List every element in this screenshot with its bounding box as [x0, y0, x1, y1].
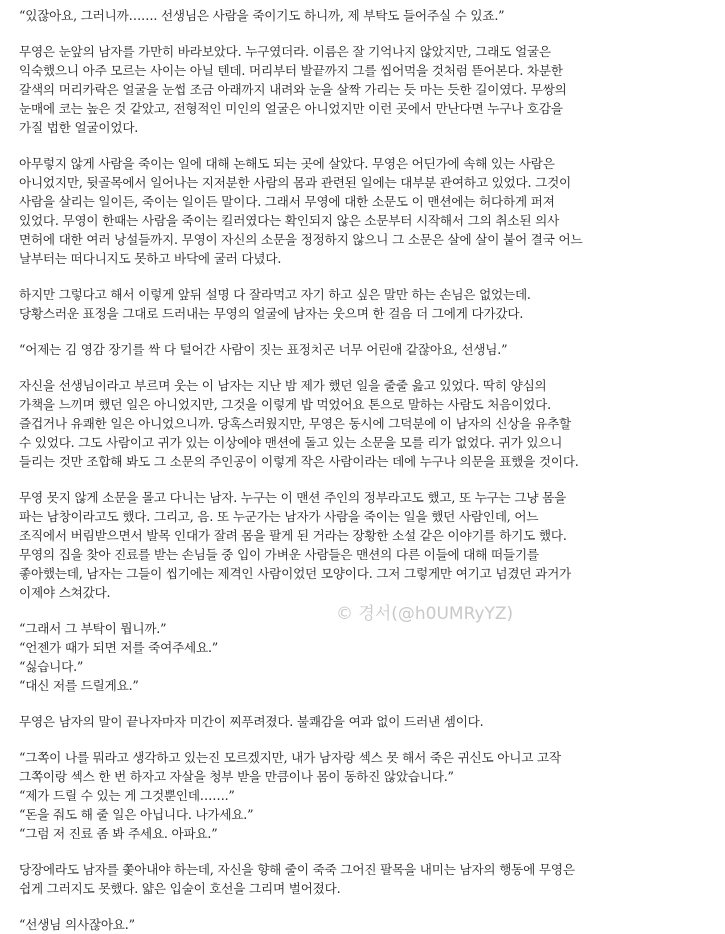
text-line: 들리는 것만 조합해 봐도 그 소문의 주인공이 이렇게 작은 사람이라는 데에 누구나 의문을 표했을 것이다. — [19, 454, 579, 469]
text-line: 사람을 살리는 일이든, 죽이는 일이든 말이다. 그래서 무영에 대한 소문도 이 맨션에는 허다하게 퍼져 — [19, 194, 555, 209]
text-line: “그럼 저 진료 좀 봐 주세요. 아파요.” — [19, 826, 218, 841]
text-line: 아무렇지 않게 사람을 죽이는 일에 대해 논해도 되는 곳에 살았다. 무영은 어딘가에 속해 있는 사람은 — [19, 156, 555, 171]
text-line: 수 있었다. 그도 사람이고 귀가 있는 이상에야 맨션에 돌고 있는 소문을 모를 리가 없었다. 귀가 있으니 — [19, 435, 563, 450]
text-line: “어제는 김 영감 장기를 싹 다 털어간 사람이 짓는 표정치곤 너무 어린애 같잖아요, 선생님.” — [19, 342, 508, 357]
text-line: “그쪽이 나를 뭐라고 생각하고 있는진 모르겠지만, 내가 남자랑 섹스 못 해서 죽은 귀신도 아니고 고작 — [19, 750, 561, 765]
text-line: 아니었지만, 뒷골목에서 일어나는 지저분한 사람의 몸과 관련된 일에는 대부분 관여하고 있었다. 그것이 — [19, 175, 571, 190]
text-line: “싫습니다.” — [19, 659, 84, 674]
text-line: 눈매에 코는 높은 것 같았고, 전형적인 미인의 얼굴은 아니었지만 이런 곳에서 만난다면 누구나 호감을 — [19, 101, 563, 116]
text-line: “제가 드릴 수 있는 게 그것뿐인데…….” — [19, 788, 235, 803]
paragraph — [19, 619, 715, 695]
paragraph — [19, 860, 715, 898]
text-line: 익숙했으니 아주 모르는 사이는 아닐 텐데. 머리부터 발끝까지 그를 씹어먹을 것처럼 뜯어본다. 차분한 — [19, 63, 563, 78]
text-line: “선생님 의사잖아요.” — [19, 917, 135, 932]
paragraph — [19, 748, 715, 843]
text-line: 무영은 남자의 말이 끝나자마자 미간이 찌푸려졌다. 불쾌감을 여과 없이 드러낸 셈이다. — [19, 714, 484, 729]
text-line: 무영의 집을 찾아 진료를 받는 손님들 중 입이 가벼운 사람들은 맨션의 다른 이들에 대해 떠들기를 — [19, 547, 539, 562]
paragraph — [19, 488, 715, 602]
watermark: © 경서(@h0UMRyYZ) — [336, 604, 514, 624]
text-line: 날부터는 떠다니지도 못하고 바닥에 굴러 다녔다. — [19, 251, 282, 266]
paragraph — [19, 712, 715, 731]
text-line: “있잖아요, 그러니까……. 선생님은 사람을 죽이기도 하니까, 제 부탁도 들어주실 수 있죠.” — [19, 8, 505, 23]
text-line: 면허에 대한 여러 낭설들까지. 무영이 자신의 소문을 정정하지 않으니 그 소문은 살에 살이 붙어 결국 어느 — [19, 232, 583, 247]
text-line: “대신 저를 드릴게요.” — [19, 678, 139, 693]
paragraph — [19, 340, 715, 359]
text-line: 당황스러운 표정을 그대로 드러내는 무영의 얼굴에 남자는 웃으며 한 걸음 더 그에게 다가갔다. — [19, 306, 524, 321]
text-line: 이제야 스쳐갔다. — [19, 585, 111, 600]
text-line: “돈을 줘도 해 줄 일은 아닙니다. 나가세요.” — [19, 807, 254, 822]
text-line: 가질 법한 얼굴이었다. — [19, 120, 139, 135]
paragraph — [19, 42, 715, 137]
text-line: 쉽게 그러지도 못했다. 얇은 입술이 호선을 그리며 벌어졌다. — [19, 881, 341, 896]
paragraph — [19, 154, 715, 268]
text-line: 무영은 눈앞의 남자를 가만히 바라보았다. 누구였더라. 이름은 잘 기억나지 않았지만, 그래도 얼굴은 — [19, 44, 551, 59]
paragraph — [19, 915, 715, 934]
text-line: 그쪽이랑 섹스 한 번 하자고 자살을 청부 받을 만큼이나 몸이 동하진 않았습니다.” — [19, 769, 454, 784]
text-line: 당장에라도 남자를 쫓아내야 하는데, 자신을 향해 줄이 죽죽 그어진 팔목을 내미는 남자의 행동에 무영은 — [19, 862, 575, 877]
text-line: “언젠가 때가 되면 저를 죽여주세요.” — [19, 640, 219, 655]
text-line: 자신을 선생님이라고 부르며 웃는 이 남자는 지난 밤 제가 했던 일을 줄줄 읊고 있었다. 딱히 양심의 — [19, 378, 547, 393]
paragraph — [19, 376, 715, 471]
text-line: 좋아했는데, 남자는 그들이 씹기에는 제격인 사람이었던 모양이다. 그저 그렇게만 여기고 넘겼던 과거가 — [19, 566, 571, 581]
text-line: 갈색의 머리카락은 얼굴을 눈썹 조금 아래까지 내려와 눈을 살짝 가리는 듯 마는 듯한 길이였다. 무쌍의 — [19, 82, 567, 97]
text-line: 가책을 느끼며 했던 일은 아니었지만, 그것을 이렇게 밥 먹었어요 톤으로 말하는 사람도 처음이었다. — [19, 397, 551, 412]
paragraph — [19, 285, 715, 323]
text-line: 있었다. 무영이 한때는 사람을 죽이는 킬러였다는 확인되지 않은 소문부터 시작해서 그의 취소된 의사 — [19, 213, 560, 228]
text-line: 파는 남창이라고도 했다. 그리고, 음. 또 누군가는 남자가 사람을 죽이는 일을 했던 사람인데, 어느 — [19, 509, 539, 524]
text-line: 하지만 그렇다고 해서 이렇게 앞뒤 설명 다 잘라먹고 자기 하고 싶은 말만 하는 손님은 없었는데. — [19, 287, 531, 302]
text-line: 즐겁거나 유쾌한 일은 아니었으니까. 당혹스러웠지만, 무영은 동시에 그덕분에 이 남자의 신상을 유추할 — [19, 416, 571, 431]
text-line: 무영 못지 않게 소문을 몰고 다니는 남자. 누구는 이 맨션 주인의 정부라고도 했고, 또 누구는 그냥 몸을 — [19, 490, 567, 505]
text-line: “그래서 그 부탁이 뭡니까.” — [19, 621, 167, 636]
paragraph — [19, 6, 715, 25]
text-line: 조직에서 버림받으면서 발목 인대가 잘려 몸을 팔게 된 거라는 장황한 소설 같은 이야기를 하기도 했다. — [19, 528, 567, 543]
